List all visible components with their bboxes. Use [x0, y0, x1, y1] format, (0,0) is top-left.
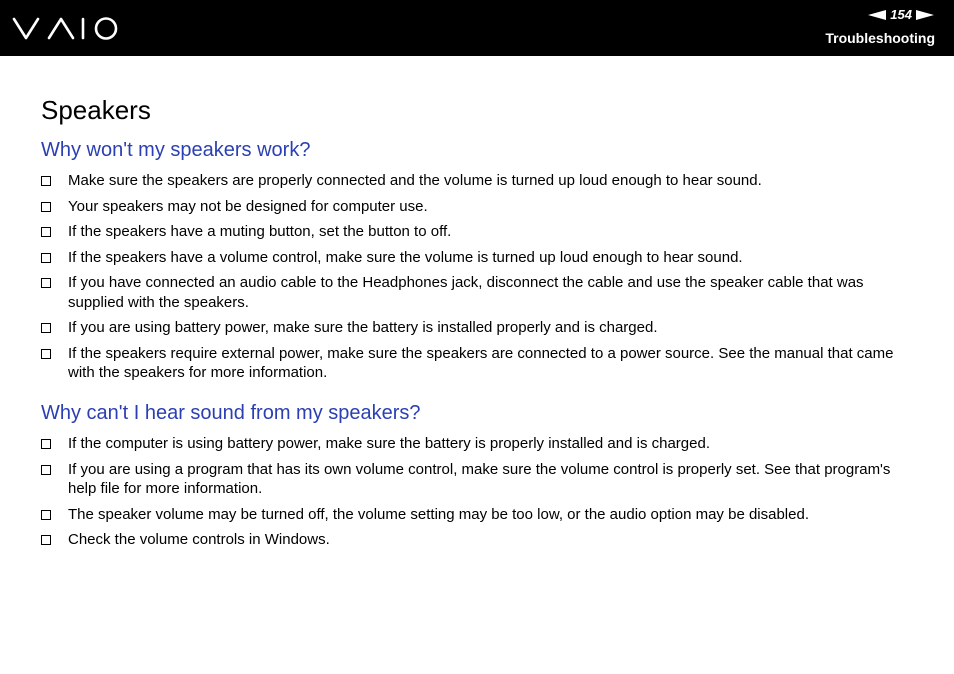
- checkbox-icon: [41, 227, 51, 237]
- arrow-left-icon[interactable]: [868, 10, 886, 20]
- page-title: Speakers: [41, 95, 151, 125]
- list-item-text: If you are using battery power, make sure the battery is installed properly and is charged.: [68, 319, 658, 336]
- section-label: Troubleshooting: [825, 30, 935, 46]
- list-item-text: If the speakers have a volume control, make sure the volume is turned up loud enough to hear sound.: [68, 248, 743, 266]
- list-item: [41, 197, 921, 217]
- checklist-no-sound: [41, 434, 921, 556]
- list-item: [41, 434, 921, 454]
- checkbox-icon: [41, 278, 51, 288]
- checkbox-icon: [41, 323, 51, 333]
- list-item-text: Make sure the speakers are properly connected and the volume is turned up loud enough to hear sound.: [68, 172, 762, 189]
- section-heading-no-sound: Why can't I hear sound from my speakers?: [41, 402, 421, 424]
- checklist-speakers-not-working: [41, 171, 921, 389]
- checkbox-icon: [41, 510, 51, 520]
- list-item: [41, 222, 921, 242]
- list-item-text: If you are using a program that has its own volume control, make sure the volume control is properly set. See that program's help file for more information.: [68, 460, 891, 497]
- list-item: [41, 460, 921, 499]
- checkbox-icon: [41, 253, 51, 263]
- list-item: [41, 505, 921, 525]
- list-item-text: Your speakers may not be designed for computer use.: [68, 197, 428, 215]
- list-item-text: The speaker volume may be turned off, the volume setting may be too low, or the audio option may be disabled.: [68, 505, 809, 523]
- checkbox-icon: [41, 202, 51, 212]
- checkbox-icon: [41, 465, 51, 475]
- checkbox-icon: [41, 176, 51, 186]
- list-item: [41, 530, 921, 550]
- list-item: [41, 171, 921, 191]
- vaio-logo: [12, 15, 120, 41]
- header-bar: [0, 0, 954, 56]
- list-item: [41, 344, 921, 383]
- page-navigation: [868, 7, 934, 23]
- checkbox-icon: [41, 535, 51, 545]
- list-item-text: If the computer is using battery power, make sure the battery is properly installed and is charged.: [68, 435, 710, 452]
- page-number: 154: [890, 7, 912, 22]
- list-item: [41, 318, 921, 338]
- arrow-right-icon[interactable]: [916, 10, 934, 20]
- checkbox-icon: [41, 349, 51, 359]
- list-item-text: If you have connected an audio cable to the Headphones jack, disconnect the cable and use the speaker cable that was supplied with the speakers.: [68, 274, 864, 311]
- list-item-text: Check the volume controls in Windows.: [68, 531, 330, 548]
- section-heading-speakers-not-working: Why won't my speakers work?: [41, 139, 311, 161]
- list-item: [41, 273, 921, 312]
- list-item: [41, 248, 921, 268]
- list-item-text: If the speakers require external power, make sure the speakers are connected to a power source. See the manual that came with the speakers for more information.: [68, 344, 894, 381]
- checkbox-icon: [41, 439, 51, 449]
- list-item-text: If the speakers have a muting button, set the button to off.: [68, 223, 452, 240]
